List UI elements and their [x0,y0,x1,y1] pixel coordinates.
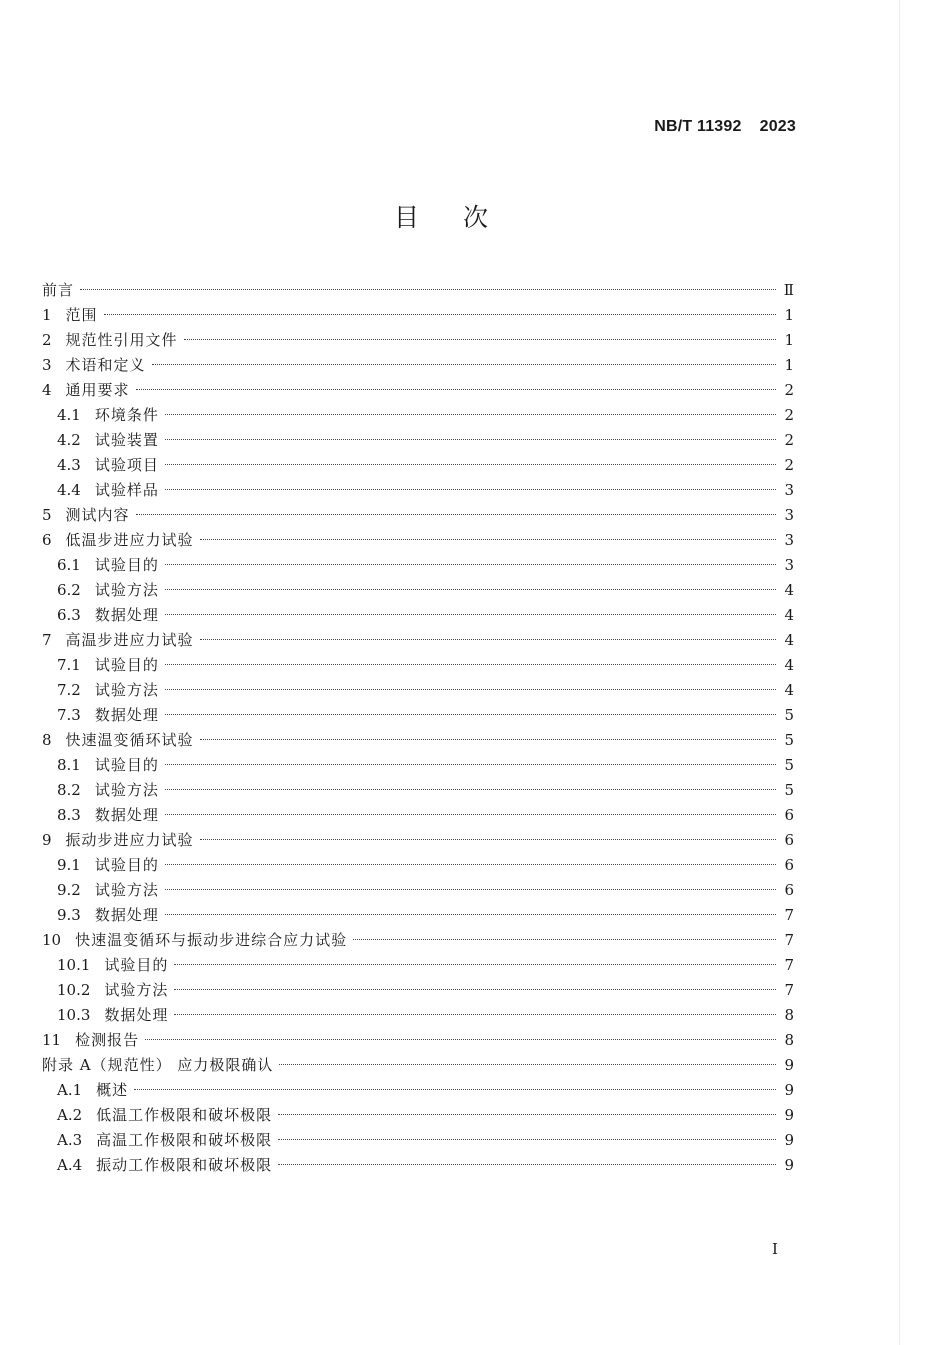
toc-entry-label: 数据处理 [94,706,159,724]
toc-entry[interactable] [42,303,794,328]
toc-entry-number: 4 [42,381,52,399]
toc-entry[interactable] [42,353,794,378]
toc-entry-label: 试验方法 [104,981,169,999]
toc-entry-number: 10.1 [57,956,91,974]
toc-entry-number: A.1 [57,1081,83,1099]
toc-entry-number: 6.2 [57,581,81,599]
toc-entry-label: 术语和定义 [65,356,146,374]
dot-leader [134,1089,776,1090]
toc-entry-page: 5 [784,756,794,774]
dot-leader [136,514,776,515]
toc-entry[interactable] [42,953,794,978]
dot-leader [200,739,776,740]
toc-entry-number: 10.2 [57,981,91,999]
toc-entry[interactable] [42,703,794,728]
toc-entry-label: 试验装置 [94,431,159,449]
toc-entry-page: 9 [784,1106,794,1124]
toc-entry-label: 前言 [42,281,75,299]
table-of-contents [42,278,794,1178]
toc-entry-number: 1 [42,306,52,324]
toc-entry-page: 4 [784,681,794,699]
toc-entry-page: 9 [784,1131,794,1149]
toc-entry-label: 试验方法 [94,881,159,899]
dot-leader [165,464,776,465]
toc-entry-number: 6 [42,531,52,549]
toc-entry-page: 4 [784,631,794,649]
toc-entry-page: 8 [784,1031,794,1049]
toc-entry-number: 4.3 [57,456,81,474]
toc-entry-page: 6 [784,856,794,874]
toc-entry-number: 4.1 [57,406,81,424]
dot-leader [165,614,776,615]
toc-entry[interactable] [42,853,794,878]
toc-entry[interactable] [42,1053,794,1078]
toc-entry-number: 9.3 [57,906,81,924]
toc-entry-label: 附录 A（规范性） 应力极限确认 [42,1056,274,1074]
toc-entry-page: 1 [784,306,794,324]
toc-entry-page: 6 [784,806,794,824]
toc-entry-page: Ⅱ [783,281,794,299]
toc-entry-number: 5 [42,506,52,524]
dot-leader [165,914,776,915]
toc-entry-label: 试验目的 [94,756,159,774]
toc-entry-number: 6.3 [57,606,81,624]
dot-leader [145,1039,776,1040]
toc-entry-label: 试验项目 [94,456,159,474]
dot-leader [165,864,776,865]
toc-entry[interactable] [42,278,794,303]
toc-entry[interactable] [42,1103,794,1128]
toc-entry-number: 4.4 [57,481,81,499]
toc-entry-page: 3 [784,506,794,524]
dot-leader [279,1064,776,1065]
toc-entry[interactable] [42,803,794,828]
toc-entry-label: 通用要求 [65,381,130,399]
toc-entry-label: 数据处理 [94,606,159,624]
toc-entry-page: 2 [784,431,794,449]
toc-entry[interactable] [42,478,794,503]
dot-leader [165,664,776,665]
toc-entry-page: 5 [784,781,794,799]
dot-leader [200,839,776,840]
standard-number: NB/T 11392 [654,118,742,135]
dot-leader [174,964,776,965]
dot-leader [278,1139,776,1140]
toc-entry-page: 9 [784,1056,794,1074]
dot-leader [174,1014,776,1015]
toc-entry[interactable] [42,628,794,653]
toc-entry-number: 7.3 [57,706,81,724]
dot-leader [278,1114,776,1115]
toc-entry-page: 4 [784,581,794,599]
toc-entry[interactable] [42,578,794,603]
toc-entry[interactable] [42,328,794,353]
toc-entry-number: 8.2 [57,781,81,799]
dot-leader [200,639,776,640]
toc-entry-label: 概述 [96,1081,129,1099]
toc-entry[interactable] [42,928,794,953]
toc-entry-page: 2 [784,456,794,474]
page-edge [899,0,900,1345]
toc-entry-page: 5 [784,706,794,724]
toc-entry[interactable] [42,1153,794,1178]
dot-leader [278,1164,776,1165]
toc-entry-label: 检测报告 [75,1031,140,1049]
dot-leader [353,939,776,940]
toc-entry-page: 7 [784,906,794,924]
dot-leader [165,889,776,890]
toc-entry-number: 7.1 [57,656,81,674]
toc-entry-number: 10 [42,931,62,949]
toc-entry-label: 快速温变循环试验 [65,731,194,749]
toc-entry-number: 9 [42,831,52,849]
toc-entry[interactable] [42,653,794,678]
toc-entry[interactable] [42,503,794,528]
toc-entry-number: 4.2 [57,431,81,449]
toc-entry[interactable] [42,403,794,428]
toc-entry[interactable] [42,1078,794,1103]
toc-entry-page: 4 [784,656,794,674]
toc-entry[interactable] [42,553,794,578]
toc-title: 目次 [393,203,532,232]
dot-leader [165,714,776,715]
dot-leader [165,764,776,765]
toc-entry-number: 3 [42,356,52,374]
toc-entry[interactable] [42,878,794,903]
toc-entry-page: 7 [784,956,794,974]
toc-entry-number: 11 [42,1031,62,1049]
dot-leader [200,539,776,540]
toc-entry-number: 9.1 [57,856,81,874]
dot-leader [165,689,776,690]
toc-entry-number: 10.3 [57,1006,91,1024]
toc-entry-label: 振动工作极限和破坏极限 [96,1156,273,1174]
dot-leader [165,814,776,815]
toc-entry-page: 7 [784,931,794,949]
toc-entry[interactable] [42,1028,794,1053]
dot-leader [165,439,776,440]
toc-entry[interactable] [42,1003,794,1028]
dot-leader [165,564,776,565]
dot-leader [165,489,776,490]
toc-entry-label: 试验目的 [94,556,159,574]
toc-entry-number: 2 [42,331,52,349]
toc-entry-page: 3 [784,531,794,549]
toc-entry[interactable] [42,603,794,628]
toc-entry[interactable] [42,453,794,478]
page-number: I [772,1240,778,1258]
toc-entry-page: 1 [784,331,794,349]
dot-leader [165,789,776,790]
dot-leader [165,414,776,415]
toc-entry-label: 试验方法 [94,681,159,699]
toc-entry-number: A.4 [57,1156,83,1174]
toc-entry-page: 2 [784,381,794,399]
toc-entry-page: 1 [784,356,794,374]
toc-entry-number: A.2 [57,1106,83,1124]
dot-leader [174,989,776,990]
toc-entry-label: 环境条件 [94,406,159,424]
dot-leader [136,389,776,390]
toc-entry-label: 试验方法 [94,781,159,799]
toc-entry-page: 5 [784,731,794,749]
toc-entry[interactable] [42,778,794,803]
toc-entry-number: 6.1 [57,556,81,574]
toc-entry-label: 试验目的 [104,956,169,974]
toc-entry-number: 8 [42,731,52,749]
toc-entry-number: 9.2 [57,881,81,899]
toc-entry[interactable] [42,903,794,928]
toc-entry-label: 数据处理 [94,906,159,924]
toc-entry-label: 高温工作极限和破坏极限 [96,1131,273,1149]
toc-entry-page: 9 [784,1156,794,1174]
toc-entry-label: 低温步进应力试验 [65,531,194,549]
toc-entry-page: 4 [784,606,794,624]
toc-entry-page: 7 [784,981,794,999]
toc-entry-number: 8.1 [57,756,81,774]
toc-entry-label: 试验样品 [94,481,159,499]
toc-entry-label: 低温工作极限和破坏极限 [96,1106,273,1124]
toc-entry-label: 数据处理 [94,806,159,824]
toc-entry[interactable] [42,978,794,1003]
dot-leader [165,589,776,590]
toc-entry-number: 8.3 [57,806,81,824]
dot-leader [80,289,776,290]
toc-entry-page: 3 [784,481,794,499]
toc-entry-page: 6 [784,831,794,849]
toc-entry[interactable] [42,828,794,853]
toc-entry-page: 8 [784,1006,794,1024]
toc-entry[interactable] [42,428,794,453]
toc-entry-label: 试验方法 [94,581,159,599]
toc-entry-label: 范围 [65,306,98,324]
standard-year: 2023 [759,118,796,135]
toc-entry-label: 试验目的 [94,656,159,674]
toc-entry-page: 3 [784,556,794,574]
dot-leader [104,314,776,315]
toc-entry[interactable] [42,678,794,703]
toc-entry-label: 数据处理 [104,1006,169,1024]
toc-entry-page: 9 [784,1081,794,1099]
toc-entry-label: 测试内容 [65,506,130,524]
toc-entry-label: 试验目的 [94,856,159,874]
toc-entry[interactable] [42,378,794,403]
dot-leader [152,364,776,365]
toc-entry[interactable] [42,1128,794,1153]
toc-entry-label: 快速温变循环与振动步进综合应力试验 [75,931,348,949]
toc-entry-number: 7 [42,631,52,649]
toc-entry[interactable] [42,528,794,553]
toc-entry-label: 规范性引用文件 [65,331,178,349]
document-code [654,118,796,136]
toc-entry-page: 2 [784,406,794,424]
toc-entry-label: 高温步进应力试验 [65,631,194,649]
toc-entry-number: 7.2 [57,681,81,699]
toc-entry-label: 振动步进应力试验 [65,831,194,849]
dot-leader [184,339,776,340]
toc-entry[interactable] [42,753,794,778]
toc-entry-page: 6 [784,881,794,899]
toc-entry[interactable] [42,728,794,753]
toc-entry-number: A.3 [57,1131,83,1149]
